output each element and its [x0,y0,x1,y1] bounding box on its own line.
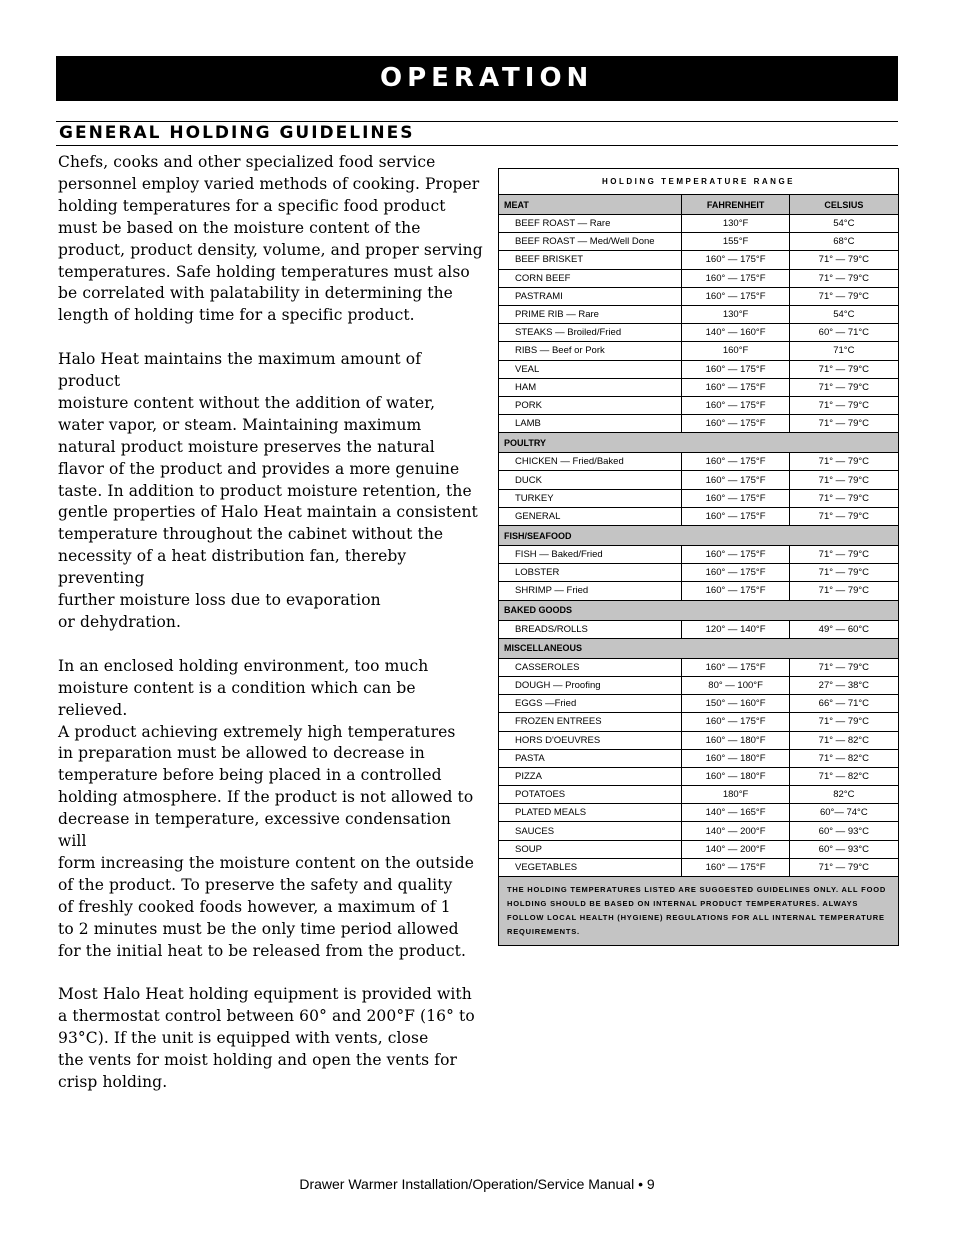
food-item-name: POTATOES [499,786,682,804]
table-row [499,749,899,767]
column-header-meat: MEAT [499,195,682,215]
food-item-name: BEEF BRISKET [499,251,682,269]
table-row [499,287,899,305]
food-item-name: VEGETABLES [499,858,682,876]
celsius-range: 71° — 79°C [789,582,898,600]
table-row [499,269,899,287]
fahrenheit-range: 160° — 175°F [682,396,789,414]
table-row [499,415,899,433]
celsius-range: 71°C [789,342,898,360]
table-row [499,396,899,414]
food-item-name: VEAL [499,360,682,378]
fahrenheit-range: 160° — 175°F [682,507,789,525]
food-item-name: LOBSTER [499,564,682,582]
celsius-range: 71° — 82°C [789,731,898,749]
table-row [499,546,899,564]
celsius-range: 71° — 79°C [789,396,898,414]
fahrenheit-range: 130°F [682,305,789,323]
table-row [499,453,899,471]
fahrenheit-range: 160° — 175°F [682,858,789,876]
celsius-range: 71° — 79°C [789,360,898,378]
celsius-range: 71° — 79°C [789,415,898,433]
fahrenheit-range: 160°F [682,342,789,360]
table-row [499,676,899,694]
fahrenheit-range: 160° — 175°F [682,251,789,269]
food-item-name: CORN BEEF [499,269,682,287]
category-label: BAKED GOODS [499,600,899,620]
paragraph: Most Halo Heat holding equipment is provided with a thermostat control between 60° and 200°F (16° to 93°C). If the unit is equipped with vents, close the vents for moist holding and open the vents for crisp holding. [58,985,475,1092]
celsius-range: 71° — 79°C [789,713,898,731]
food-item-name: EGGS —Fried [499,695,682,713]
celsius-range: 27° — 38°C [789,676,898,694]
fahrenheit-range: 160° — 175°F [682,269,789,287]
table-body [499,215,899,877]
fahrenheit-range: 160° — 180°F [682,767,789,785]
table-row [499,251,899,269]
table-row [499,378,899,396]
celsius-range: 54°C [789,305,898,323]
food-item-name: BREADS/ROLLS [499,620,682,638]
category-label: MISCELLANEOUS [499,638,899,658]
holding-temperature-table [498,168,899,946]
table-title-row [499,169,899,195]
fahrenheit-range: 160° — 175°F [682,471,789,489]
fahrenheit-range: 120° — 140°F [682,620,789,638]
food-item-name: SHRIMP — Fried [499,582,682,600]
paragraph: Halo Heat maintains the maximum amount of product moisture content without the addition of water, water vapor, or steam. Maintaining maximum natural product moisture preserves the natural flavor of the product and provides a more genuine taste. In addition to product moisture retention, the gentle properties of Halo Heat maintain a consistent temperature throughout the cabinet without the necessity of a heat distribution fan, thereby preventing further moisture loss due to evaporation or dehydration. [58,350,478,632]
celsius-range: 68°C [789,233,898,251]
category-label: FISH/SEAFOOD [499,526,899,546]
table-row [499,804,899,822]
celsius-range: 71° — 79°C [789,858,898,876]
table-row [499,695,899,713]
celsius-range: 71° — 79°C [789,269,898,287]
table-row [499,858,899,876]
food-item-name: GENERAL [499,507,682,525]
category-row [499,433,899,453]
food-item-name: CASSEROLES [499,658,682,676]
category-row [499,600,899,620]
page-header-banner [56,56,898,101]
celsius-range: 60° — 71°C [789,324,898,342]
food-item-name: STEAKS — Broiled/Fried [499,324,682,342]
table-row [499,305,899,323]
celsius-range: 71° — 79°C [789,471,898,489]
table-header-row [499,195,899,215]
table-row [499,786,899,804]
fahrenheit-range: 155°F [682,233,789,251]
fahrenheit-range: 160° — 175°F [682,360,789,378]
food-item-name: PIZZA [499,767,682,785]
food-item-name: TURKEY [499,489,682,507]
fahrenheit-range: 160° — 175°F [682,658,789,676]
table-row [499,360,899,378]
celsius-range: 60°— 74°C [789,804,898,822]
celsius-range: 71° — 79°C [789,564,898,582]
page-footer: Drawer Warmer Installation/Operation/Service Manual • 9 [299,1176,655,1192]
food-item-name: LAMB [499,415,682,433]
food-item-name: SOUP [499,840,682,858]
table-row [499,767,899,785]
food-item-name: PASTRAMI [499,287,682,305]
fahrenheit-range: 150° — 160°F [682,695,789,713]
category-label: POULTRY [499,433,899,453]
table-row [499,822,899,840]
celsius-range: 71° — 79°C [789,453,898,471]
celsius-range: 60° — 93°C [789,840,898,858]
table-row [499,342,899,360]
food-item-name: BEEF ROAST — Rare [499,215,682,233]
celsius-range: 71° — 79°C [789,251,898,269]
fahrenheit-range: 140° — 200°F [682,840,789,858]
celsius-range: 71° — 82°C [789,767,898,785]
table-row [499,507,899,525]
table-row [499,582,899,600]
food-item-name: FROZEN ENTREES [499,713,682,731]
food-item-name: SAUCES [499,822,682,840]
fahrenheit-range: 140° — 160°F [682,324,789,342]
paragraph: In an enclosed holding environment, too much moisture content is a condition which can be relieved. A product achieving extremely high temperatures in preparation must be allowed to decrease in temperature before being placed in a controlled holding atmosphere. If the product is not allowed to decrease in temperature, excessive condensation will form increasing the moisture content on the outside of the product. To preserve the safety and quality of freshly cooked foods however, a maximum of 1 to 2 minutes must be the only time period allowed for the initial heat to be released from the product. [58,656,475,960]
column-header-celsius: CELSIUS [789,195,898,215]
category-row [499,526,899,546]
table-row [499,489,899,507]
table-row [499,233,899,251]
page-title: OPERATION [380,63,594,93]
fahrenheit-range: 160° — 175°F [682,287,789,305]
food-item-name: HORS D'OEUVRES [499,731,682,749]
food-item-name: CHICKEN — Fried/Baked [499,453,682,471]
celsius-range: 82°C [789,786,898,804]
table-row [499,731,899,749]
table-row [499,658,899,676]
body-text [58,152,483,1116]
food-item-name: PORK [499,396,682,414]
food-item-name: FISH — Baked/Fried [499,546,682,564]
food-item-name: PLATED MEALS [499,804,682,822]
food-item-name: DOUGH — Proofing [499,676,682,694]
celsius-range: 71° — 79°C [789,546,898,564]
celsius-range: 71° — 79°C [789,489,898,507]
fahrenheit-range: 160° — 180°F [682,749,789,767]
fahrenheit-range: 140° — 165°F [682,804,789,822]
column-header-fahrenheit: FAHRENHEIT [682,195,789,215]
fahrenheit-range: 160° — 175°F [682,453,789,471]
fahrenheit-range: 80° — 100°F [682,676,789,694]
category-row [499,638,899,658]
celsius-range: 71° — 79°C [789,507,898,525]
table-row [499,564,899,582]
fahrenheit-range: 130°F [682,215,789,233]
table-row [499,324,899,342]
fahrenheit-range: 140° — 200°F [682,822,789,840]
fahrenheit-range: 160° — 175°F [682,582,789,600]
food-item-name: DUCK [499,471,682,489]
table-row [499,840,899,858]
fahrenheit-range: 160° — 175°F [682,564,789,582]
fahrenheit-range: 160° — 180°F [682,731,789,749]
food-item-name: HAM [499,378,682,396]
celsius-range: 71° — 79°C [789,287,898,305]
section-title: GENERAL HOLDING GUIDELINES [56,121,898,146]
table-row [499,471,899,489]
table-row [499,620,899,638]
fahrenheit-range: 180°F [682,786,789,804]
table-row [499,215,899,233]
fahrenheit-range: 160° — 175°F [682,378,789,396]
food-item-name: PASTA [499,749,682,767]
celsius-range: 54°C [789,215,898,233]
fahrenheit-range: 160° — 175°F [682,713,789,731]
food-item-name: RIBS — Beef or Pork [499,342,682,360]
celsius-range: 71° — 79°C [789,378,898,396]
table-note: THE HOLDING TEMPERATURES LISTED ARE SUGGESTED GUIDELINES ONLY. ALL FOOD HOLDING SHOULD BE BASED ON INTERNAL PRODUCT TEMPERATURES. ALWAYS FOLLOW LOCAL HEALTH (HYGIENE) REGULATIONS FOR ALL INTERNAL TEMPERATURE REQUIREMENTS. [499,877,899,946]
food-item-name: PRIME RIB — Rare [499,305,682,323]
celsius-range: 66° — 71°C [789,695,898,713]
food-item-name: BEEF ROAST — Med/Well Done [499,233,682,251]
celsius-range: 71° — 82°C [789,749,898,767]
fahrenheit-range: 160° — 175°F [682,415,789,433]
table-row [499,713,899,731]
table-title: HOLDING TEMPERATURE RANGE [499,169,899,195]
paragraph: Chefs, cooks and other specialized food service personnel employ varied methods of cooking. Proper holding temperatures for a specific food product must be based on the moisture content of the product, product density, volume, and proper serving temperatures. Safe holding temperatures must also be correlated with palatability in determining the length of holding time for a specific product. [58,153,483,325]
fahrenheit-range: 160° — 175°F [682,546,789,564]
celsius-range: 49° — 60°C [789,620,898,638]
table-note-row [499,877,899,946]
celsius-range: 60° — 93°C [789,822,898,840]
fahrenheit-range: 160° — 175°F [682,489,789,507]
celsius-range: 71° — 79°C [789,658,898,676]
